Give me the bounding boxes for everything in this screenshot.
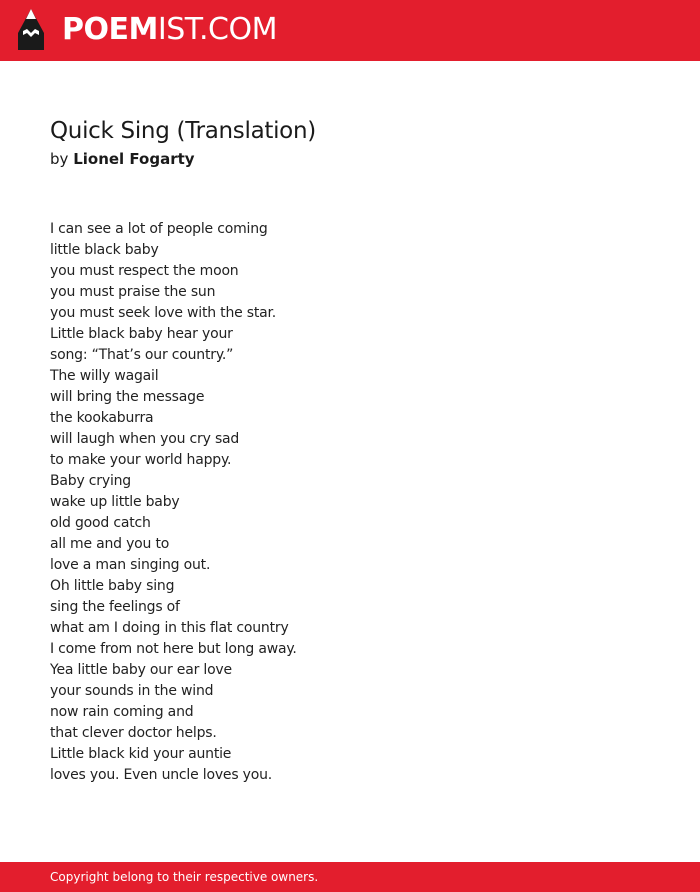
poem-line: now rain coming and <box>50 704 194 720</box>
poem-line: I can see a lot of people coming <box>50 221 268 237</box>
poem-line: that clever doctor helps. <box>50 725 217 741</box>
poem-line: you must praise the sun <box>50 284 216 300</box>
poem-line: you must seek love with the star. <box>50 305 277 321</box>
poem-line: wake up little baby <box>50 494 180 510</box>
by-label: by <box>50 150 69 168</box>
poem-line: Yea little baby our ear love <box>50 662 232 678</box>
poem-line: love a man singing out. <box>50 557 211 573</box>
poem-line: will bring the message <box>50 389 205 405</box>
poem-line: sing the feelings of <box>50 599 180 615</box>
poem-line: I come from not here but long away. <box>50 641 297 657</box>
poem-line: to make your world happy. <box>50 452 232 468</box>
pencil-icon[interactable] <box>17 9 45 53</box>
copyright-notice: Copyright belong to their respective owners. <box>50 870 319 884</box>
poem-line: all me and you to <box>50 536 170 552</box>
poem-author: Lionel Fogarty <box>73 150 195 168</box>
poem-line: loves you. Even uncle loves you. <box>50 767 273 783</box>
poem-line: will laugh when you cry sad <box>50 431 240 447</box>
logo-brand-bold: POEM <box>62 12 158 47</box>
poem-body <box>50 219 297 786</box>
poem-line: The willy wagail <box>50 368 159 384</box>
poem-title: Quick Sing (Translation) <box>50 118 316 144</box>
site-header <box>0 0 700 61</box>
poem-line: what am I doing in this flat country <box>50 620 289 636</box>
poem-line: Oh little baby sing <box>50 578 175 594</box>
poem-byline <box>50 149 195 169</box>
poem-line: song: “That’s our country.” <box>50 347 234 363</box>
poem-line: your sounds in the wind <box>50 683 214 699</box>
poem-line: little black baby <box>50 242 159 258</box>
site-logo[interactable] <box>62 11 277 49</box>
poem-line: the kookaburra <box>50 410 154 426</box>
poem-line: Little black kid your auntie <box>50 746 232 762</box>
poem-line: old good catch <box>50 515 151 531</box>
logo-brand-light: IST.COM <box>157 12 277 47</box>
poem-line: Little black baby hear your <box>50 326 233 342</box>
site-footer <box>0 862 700 892</box>
poem-line: Baby crying <box>50 473 131 489</box>
poem-line: you must respect the moon <box>50 263 239 279</box>
